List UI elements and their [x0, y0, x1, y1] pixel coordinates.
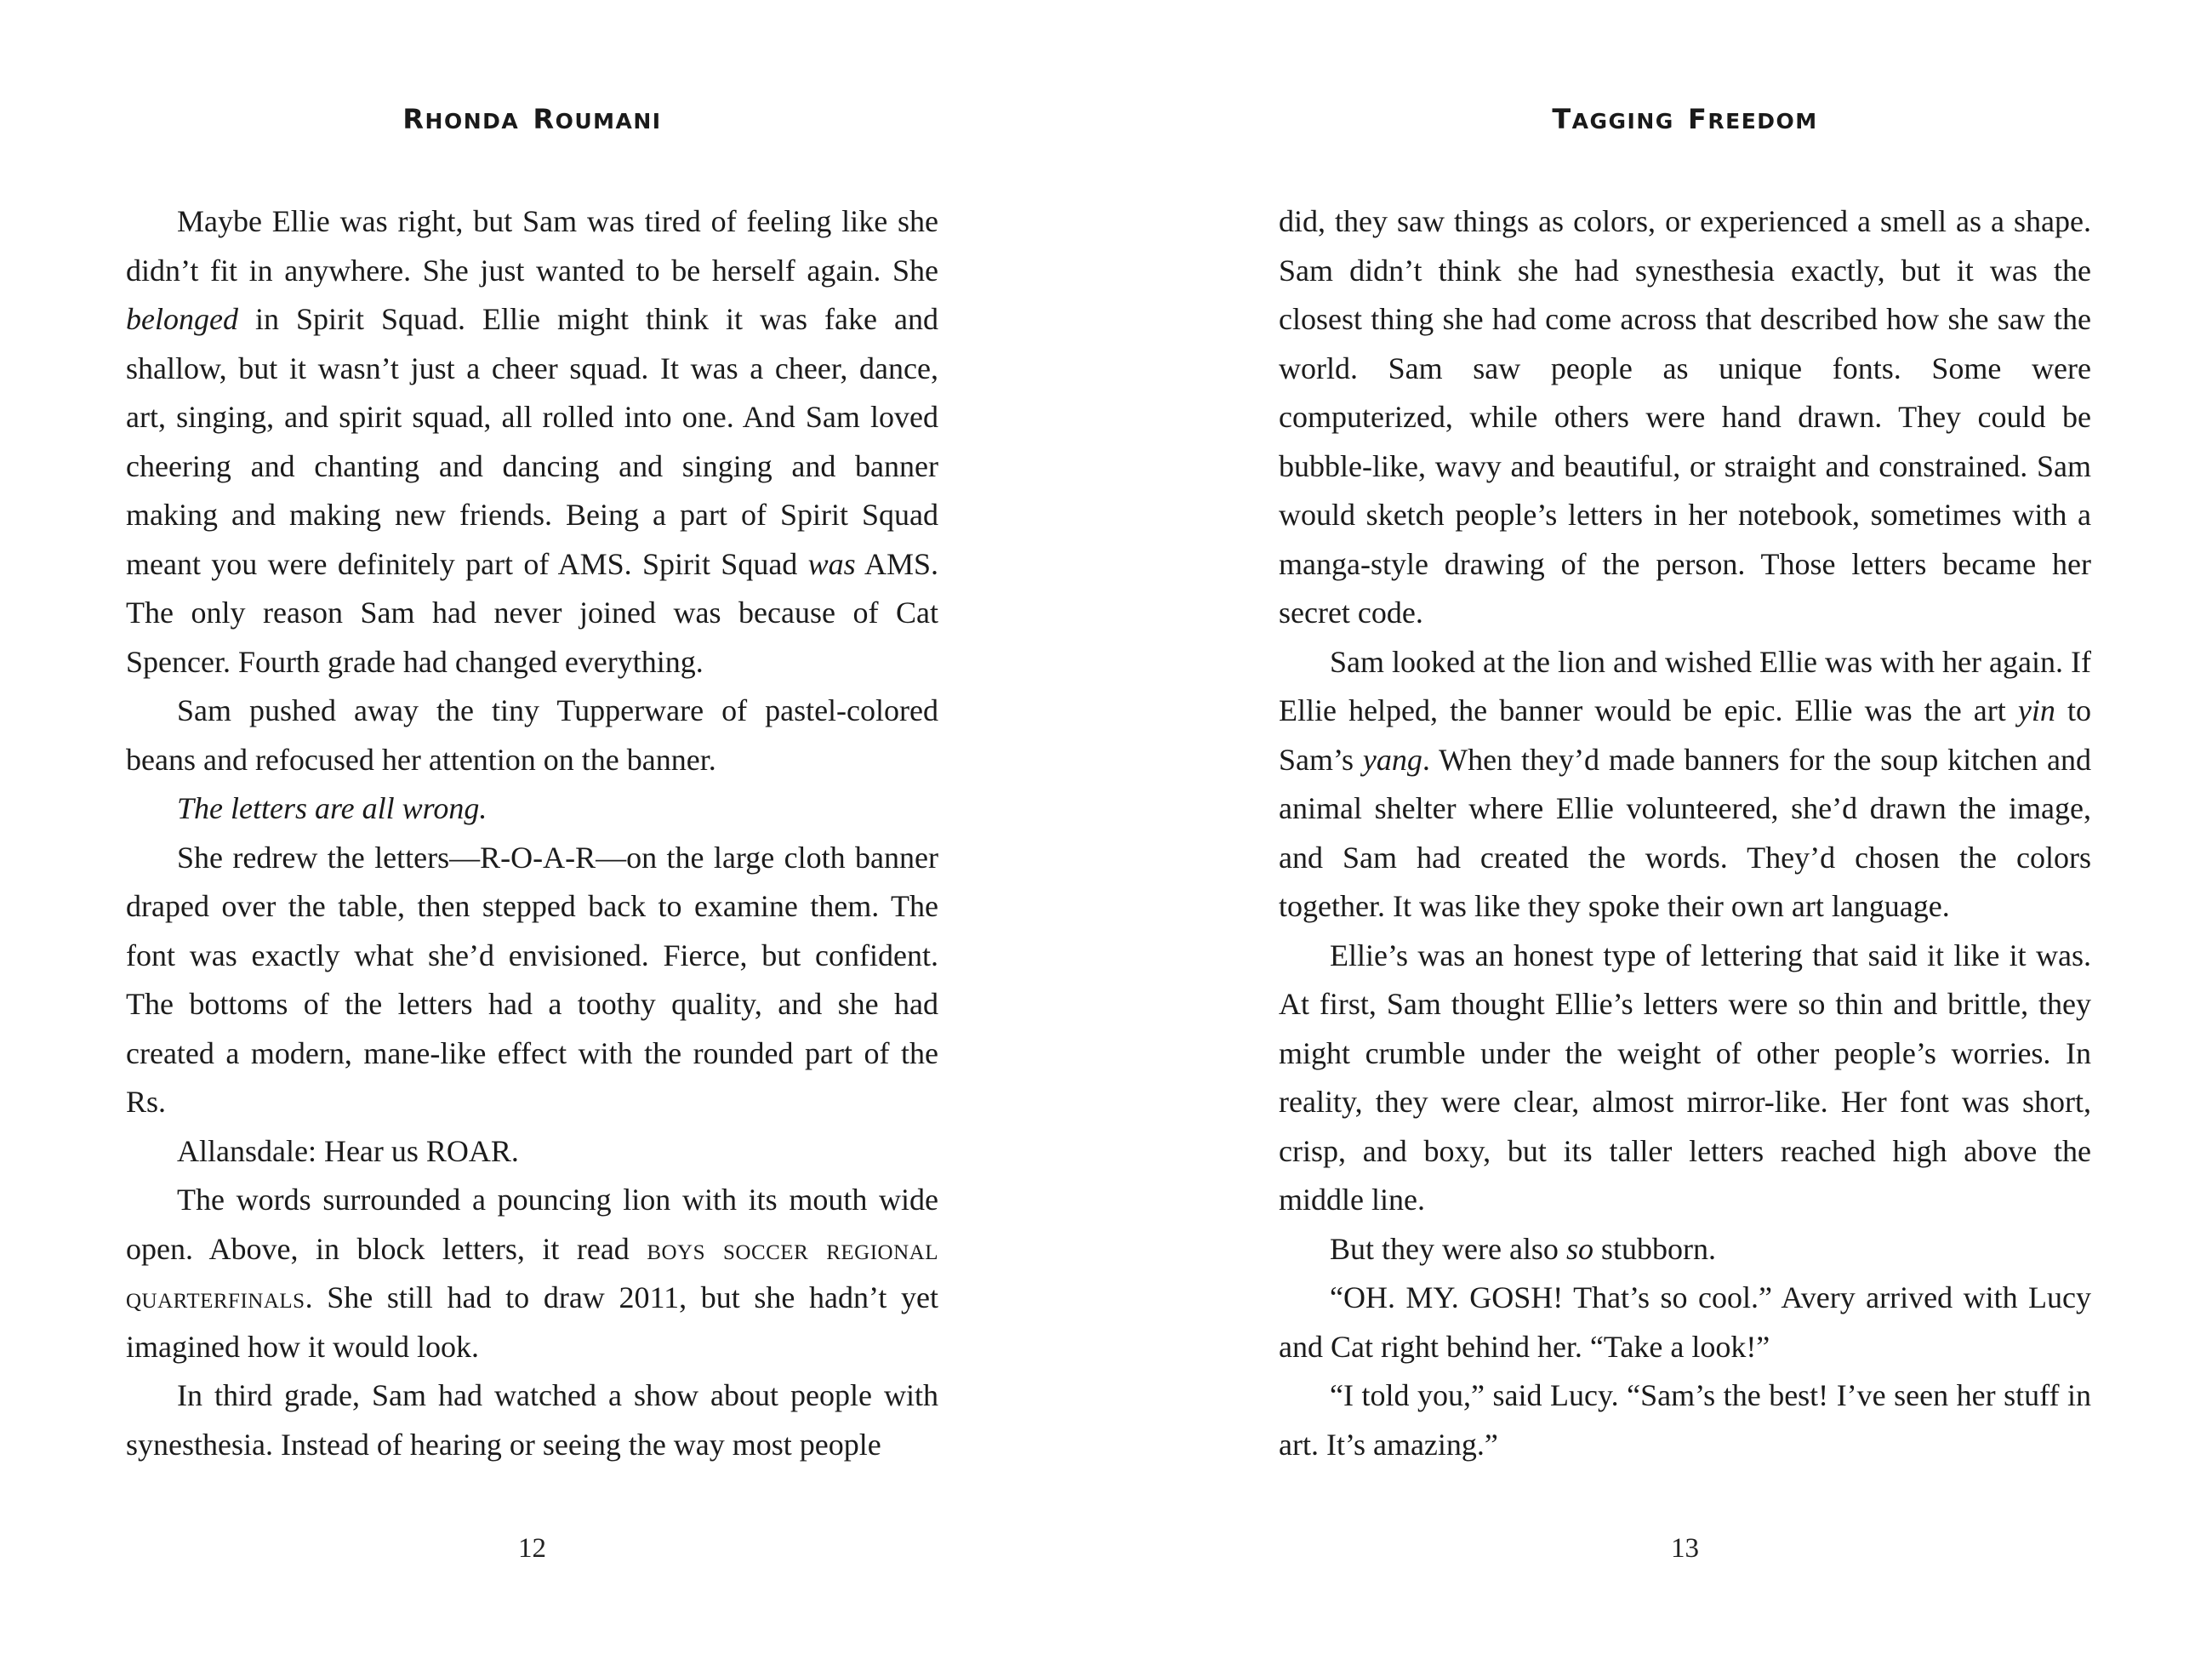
- text-segment: Allansdale: Hear us ROAR.: [177, 1133, 519, 1168]
- text-segment: The words surrounded a pouncing lion with its mouth wide open. Above, in block letters, it read: [126, 1183, 938, 1266]
- text-segment: Maybe Ellie was right, but Sam was tired of feeling like she didn’t fit in anywhere. She just wanted to be herself again. She: [126, 204, 938, 288]
- text-segment: belonged: [126, 302, 238, 336]
- paragraph: [1279, 1371, 2091, 1469]
- header-initial-cap: R: [533, 103, 556, 135]
- text-segment: But they were also: [1330, 1231, 1566, 1266]
- text-segment: Sam looked at the lion and wished Ellie was with her again. If Ellie helped, the banner would be epic. Ellie was the art: [1279, 644, 2091, 727]
- text-segment: yin: [2017, 693, 2055, 727]
- page-right-body: [1279, 197, 2091, 1469]
- paragraph: [126, 784, 938, 834]
- paragraph: [1279, 197, 2091, 638]
- paragraph: [1279, 1274, 2091, 1371]
- text-segment: stubborn.: [1593, 1231, 1716, 1266]
- text-segment: to Sam’s: [1279, 693, 2091, 777]
- header-initial-cap: F: [1688, 103, 1708, 135]
- paragraph: [126, 197, 938, 687]
- text-segment: “I told you,” said Lucy. “Sam’s the best! I’ve seen her stuff in art. It’s amazing.”: [1279, 1378, 2091, 1462]
- paragraph: [1279, 1225, 2091, 1274]
- paragraph: [126, 1127, 938, 1177]
- text-segment: The letters are all wrong.: [177, 791, 487, 825]
- text-segment: Sam pushed away the tiny Tupperware of pastel-colored beans and refocused her attention on the banner.: [126, 693, 938, 777]
- text-segment: was: [807, 546, 856, 581]
- paragraph: [1279, 932, 2091, 1225]
- text-segment: . She still had to draw 2011, but she hadn’t yet imagined how it would look.: [126, 1280, 938, 1364]
- text-segment: . When they’d made banners for the soup kitchen and animal shelter where Ellie volunteered, she’d drawn the image, and Sam had created the words. They’d chosen the colors together. It was like they spoke their own art language.: [1279, 742, 2091, 923]
- page-right: [1106, 0, 2212, 1659]
- text-segment: so: [1565, 1231, 1593, 1266]
- page-number-right: 13: [1671, 1533, 1699, 1564]
- header-initial-cap: T: [1552, 103, 1572, 135]
- paragraph: [126, 687, 938, 784]
- running-header-author: RHONDA ROUMANI: [402, 103, 662, 135]
- page-number-left: 12: [518, 1533, 546, 1564]
- text-segment: Ellie’s was an honest type of lettering that said it like it was. At first, Sam thought Ellie’s letters were so thin and brittle, they might crumble under the weight of other people’s worries. In reality, they were clear, almost mirror-like. Her font was short, crisp, and boxy, but its taller letters reached high above the middle line.: [1279, 938, 2091, 1217]
- paragraph: [126, 1176, 938, 1371]
- text-segment: In third grade, Sam had watched a show about people with synesthesia. Instead of hearing or seeing the way most people: [126, 1378, 938, 1462]
- text-segment: yang: [1362, 742, 1422, 777]
- paragraph: [1279, 638, 2091, 932]
- text-segment: AMS. The only reason Sam had never joined was because of Cat Spencer. Fourth grade had changed everything.: [126, 546, 939, 679]
- text-segment: “OH. MY. GOSH! That’s so cool.” Avery arrived with Lucy and Cat right behind her. “Take a look!”: [1279, 1280, 2091, 1364]
- running-header-title: TAGGING FREEDOM: [1552, 103, 1818, 135]
- paragraph: [126, 1371, 938, 1469]
- text-segment: did, they saw things as colors, or experienced a smell as a shape. Sam didn’t think she had synesthesia exactly, but it was the closest thing she had come across that described how she saw the world. Sam saw people as unique fonts. Some were computerized, while others were hand drawn. They could be bubble-like, wavy and beautiful, or straight and constrained. Sam would sketch people’s letters in her notebook, sometimes with a manga-style drawing of the person. Those letters became her secret code.: [1279, 204, 2091, 630]
- paragraph: [126, 834, 938, 1127]
- page-left-body: [126, 197, 938, 1469]
- text-segment: boys soccer regional quarterfinals: [126, 1231, 938, 1314]
- text-segment: in Spirit Squad. Ellie might think it was fake and shallow, but it wasn’t just a cheer squad. It was a cheer, dance, art, singing, and spirit squad, all rolled into one. And Sam loved cheering and chanting and dancing and singing and banner making and making new friends. Being a part of Spirit Squad meant you were definitely part of AMS. Spirit Squad: [126, 302, 938, 581]
- text-segment: She redrew the letters—R-O-A-R—on the large cloth banner draped over the table, then stepped back to examine them. The font was exactly what she’d envisioned. Fierce, but confident. The bottoms of the letters had a toothy quality, and she had created a modern, mane-like effect with the rounded part of the Rs.: [126, 840, 938, 1119]
- header-initial-cap: R: [402, 103, 425, 135]
